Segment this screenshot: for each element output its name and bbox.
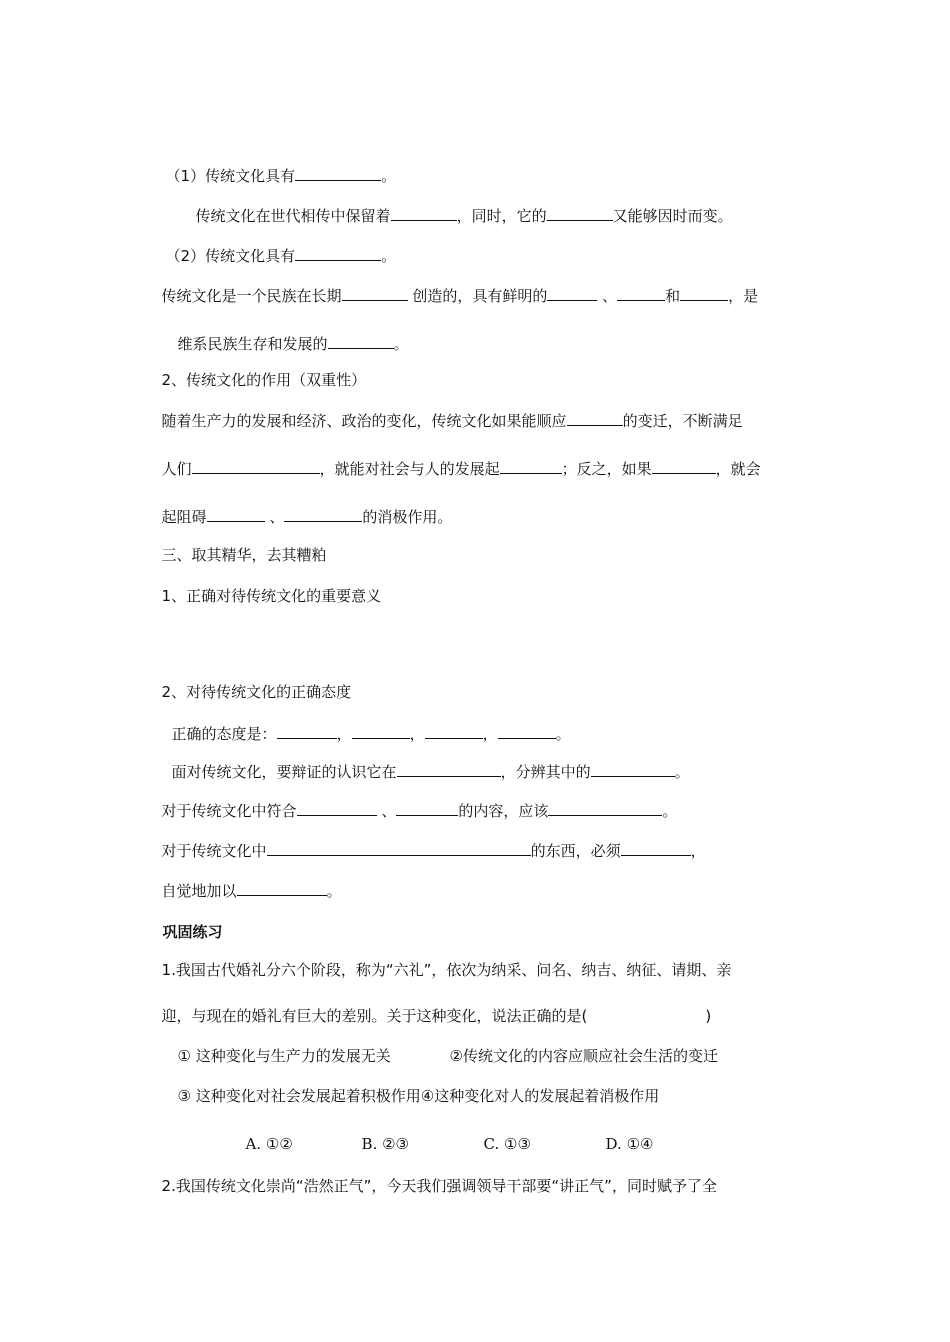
text: B. ②③ <box>361 1135 410 1153</box>
blank[interactable] <box>297 800 377 816</box>
text: 的内容，应该 <box>458 802 549 820</box>
line-1 <box>156 145 396 186</box>
heading-3-1 <box>152 566 381 606</box>
text: C. ①③ <box>483 1135 531 1153</box>
blank[interactable] <box>680 285 728 301</box>
text: 。 <box>555 725 571 743</box>
blank[interactable] <box>295 165 381 181</box>
line-13 <box>162 703 571 744</box>
blank[interactable] <box>500 458 562 474</box>
text: 迎，与现在的婚礼有巨大的差别。关于这种变化，说法正确的是( <box>161 1007 588 1025</box>
heading-3-2 <box>152 662 351 702</box>
text: 2、对待传统文化的正确态度 <box>161 683 352 701</box>
blank[interactable] <box>277 723 337 739</box>
text: 。 <box>662 802 678 820</box>
question-1-line-2 <box>152 986 711 1026</box>
blank[interactable] <box>396 800 458 816</box>
text: 巩固练习 <box>162 923 223 941</box>
text: 创造的，具有鲜明的 <box>407 287 548 305</box>
text: ；反之，如果 <box>561 460 652 478</box>
text: 。 <box>381 167 397 185</box>
line-14 <box>162 741 690 782</box>
text: 传统文化是一个民族在长期 <box>161 287 342 305</box>
line-15 <box>152 780 677 821</box>
text: 、 <box>376 802 397 820</box>
text: 三、取其精华，去其糟粕 <box>161 546 327 564</box>
text: 对于传统文化中符合 <box>161 802 297 820</box>
text: ，分辨其中的 <box>500 763 591 781</box>
blank[interactable] <box>547 205 613 221</box>
text: 自觉地加以 <box>161 882 237 900</box>
text: 传统文化在世代相传中保留着 <box>195 207 391 225</box>
text: 面对传统文化，要辩证的认识它在 <box>171 763 397 781</box>
text: ， <box>336 725 352 743</box>
blank[interactable] <box>328 333 394 349</box>
line-17 <box>152 860 342 901</box>
text: A. ①② <box>245 1135 293 1153</box>
text: ， <box>409 725 425 743</box>
text: 的东西，必须 <box>530 842 621 860</box>
blank[interactable] <box>342 285 408 301</box>
text: 1、正确对待传统文化的重要意义 <box>161 587 382 605</box>
text: ① 这种变化与生产力的发展无关 <box>177 1047 391 1065</box>
section-title-practice <box>152 902 222 942</box>
text: 随着生产力的发展和经济、政治的变化，传统文化如果能顺应 <box>161 412 567 430</box>
text: 2、传统文化的作用（双重性） <box>161 371 367 389</box>
blank[interactable] <box>207 506 265 522</box>
text: ②传统文化的内容应顺应社会生活的变迁 <box>449 1047 718 1065</box>
text: 正确的态度是： <box>171 725 277 743</box>
text: 的变迁，不断满足 <box>622 412 743 430</box>
text: D. ①④ <box>605 1135 654 1153</box>
blank[interactable] <box>295 245 381 261</box>
text: 。 <box>393 335 409 353</box>
choice-d[interactable] <box>596 1114 653 1154</box>
text: 起阻碍 <box>161 508 207 526</box>
text: 人们 <box>161 460 192 478</box>
blank[interactable] <box>237 880 327 896</box>
choice-c[interactable] <box>474 1114 531 1154</box>
text: 、 <box>264 508 285 526</box>
text: ，就会 <box>715 460 761 478</box>
blank[interactable] <box>284 506 362 522</box>
text: （1）传统文化具有 <box>165 167 296 185</box>
blank[interactable] <box>617 285 665 301</box>
heading-section-3 <box>152 525 327 565</box>
text: ③ 这种变化对社会发展起着积极作用④这种变化对人的发展起着消极作用 <box>177 1087 660 1105</box>
line-8 <box>152 438 761 479</box>
blank[interactable] <box>621 840 691 856</box>
text: 2.我国传统文化崇尚“浩然正气”，今天我们强调领导干部要“讲正气”，同时赋予了全 <box>161 1177 717 1195</box>
question-1-option-2 <box>440 1026 718 1066</box>
blank[interactable] <box>267 840 531 856</box>
line-9 <box>152 486 452 527</box>
blank[interactable] <box>425 723 483 739</box>
choice-b[interactable] <box>352 1114 409 1154</box>
text: 维系民族生存和发展的 <box>177 335 328 353</box>
text: 对于传统文化中 <box>161 842 267 860</box>
text: 和 <box>665 287 681 305</box>
text: ， <box>482 725 498 743</box>
question-1-option-3 <box>168 1066 659 1106</box>
text: ，就能对社会与人的发展起 <box>319 460 500 478</box>
text: ， <box>690 842 706 860</box>
heading-2-1 <box>152 350 366 390</box>
text: 、 <box>597 287 618 305</box>
blank[interactable] <box>192 458 320 474</box>
blank[interactable] <box>652 458 716 474</box>
question-1-option-1 <box>168 1026 391 1066</box>
text: ) <box>705 1007 712 1025</box>
line-2 <box>186 185 733 226</box>
line-4 <box>152 265 758 306</box>
question-2-line-1 <box>152 1156 717 1196</box>
text: （2）传统文化具有 <box>165 247 296 265</box>
text: 的消极作用。 <box>362 508 453 526</box>
line-7 <box>152 390 743 431</box>
text: 。 <box>326 882 342 900</box>
blank[interactable] <box>567 410 623 426</box>
blank[interactable] <box>352 723 410 739</box>
choice-a[interactable] <box>236 1114 293 1154</box>
blank[interactable] <box>391 205 457 221</box>
blank[interactable] <box>547 285 597 301</box>
text: 。 <box>674 763 690 781</box>
blank[interactable] <box>397 761 501 777</box>
text: 1.我国古代婚礼分六个阶段，称为“六礼”，依次为纳采、问名、纳吉、纳征、请期、亲 <box>161 961 732 979</box>
question-1-line-1 <box>152 940 731 980</box>
text: ，同时，它的 <box>456 207 547 225</box>
blank[interactable] <box>498 723 556 739</box>
text: 。 <box>381 247 397 265</box>
blank[interactable] <box>591 761 675 777</box>
line-5 <box>168 313 409 354</box>
line-16 <box>152 820 706 861</box>
text: ，是 <box>728 287 759 305</box>
text: 又能够因时而变。 <box>612 207 733 225</box>
line-3 <box>156 225 396 266</box>
blank[interactable] <box>548 800 662 816</box>
